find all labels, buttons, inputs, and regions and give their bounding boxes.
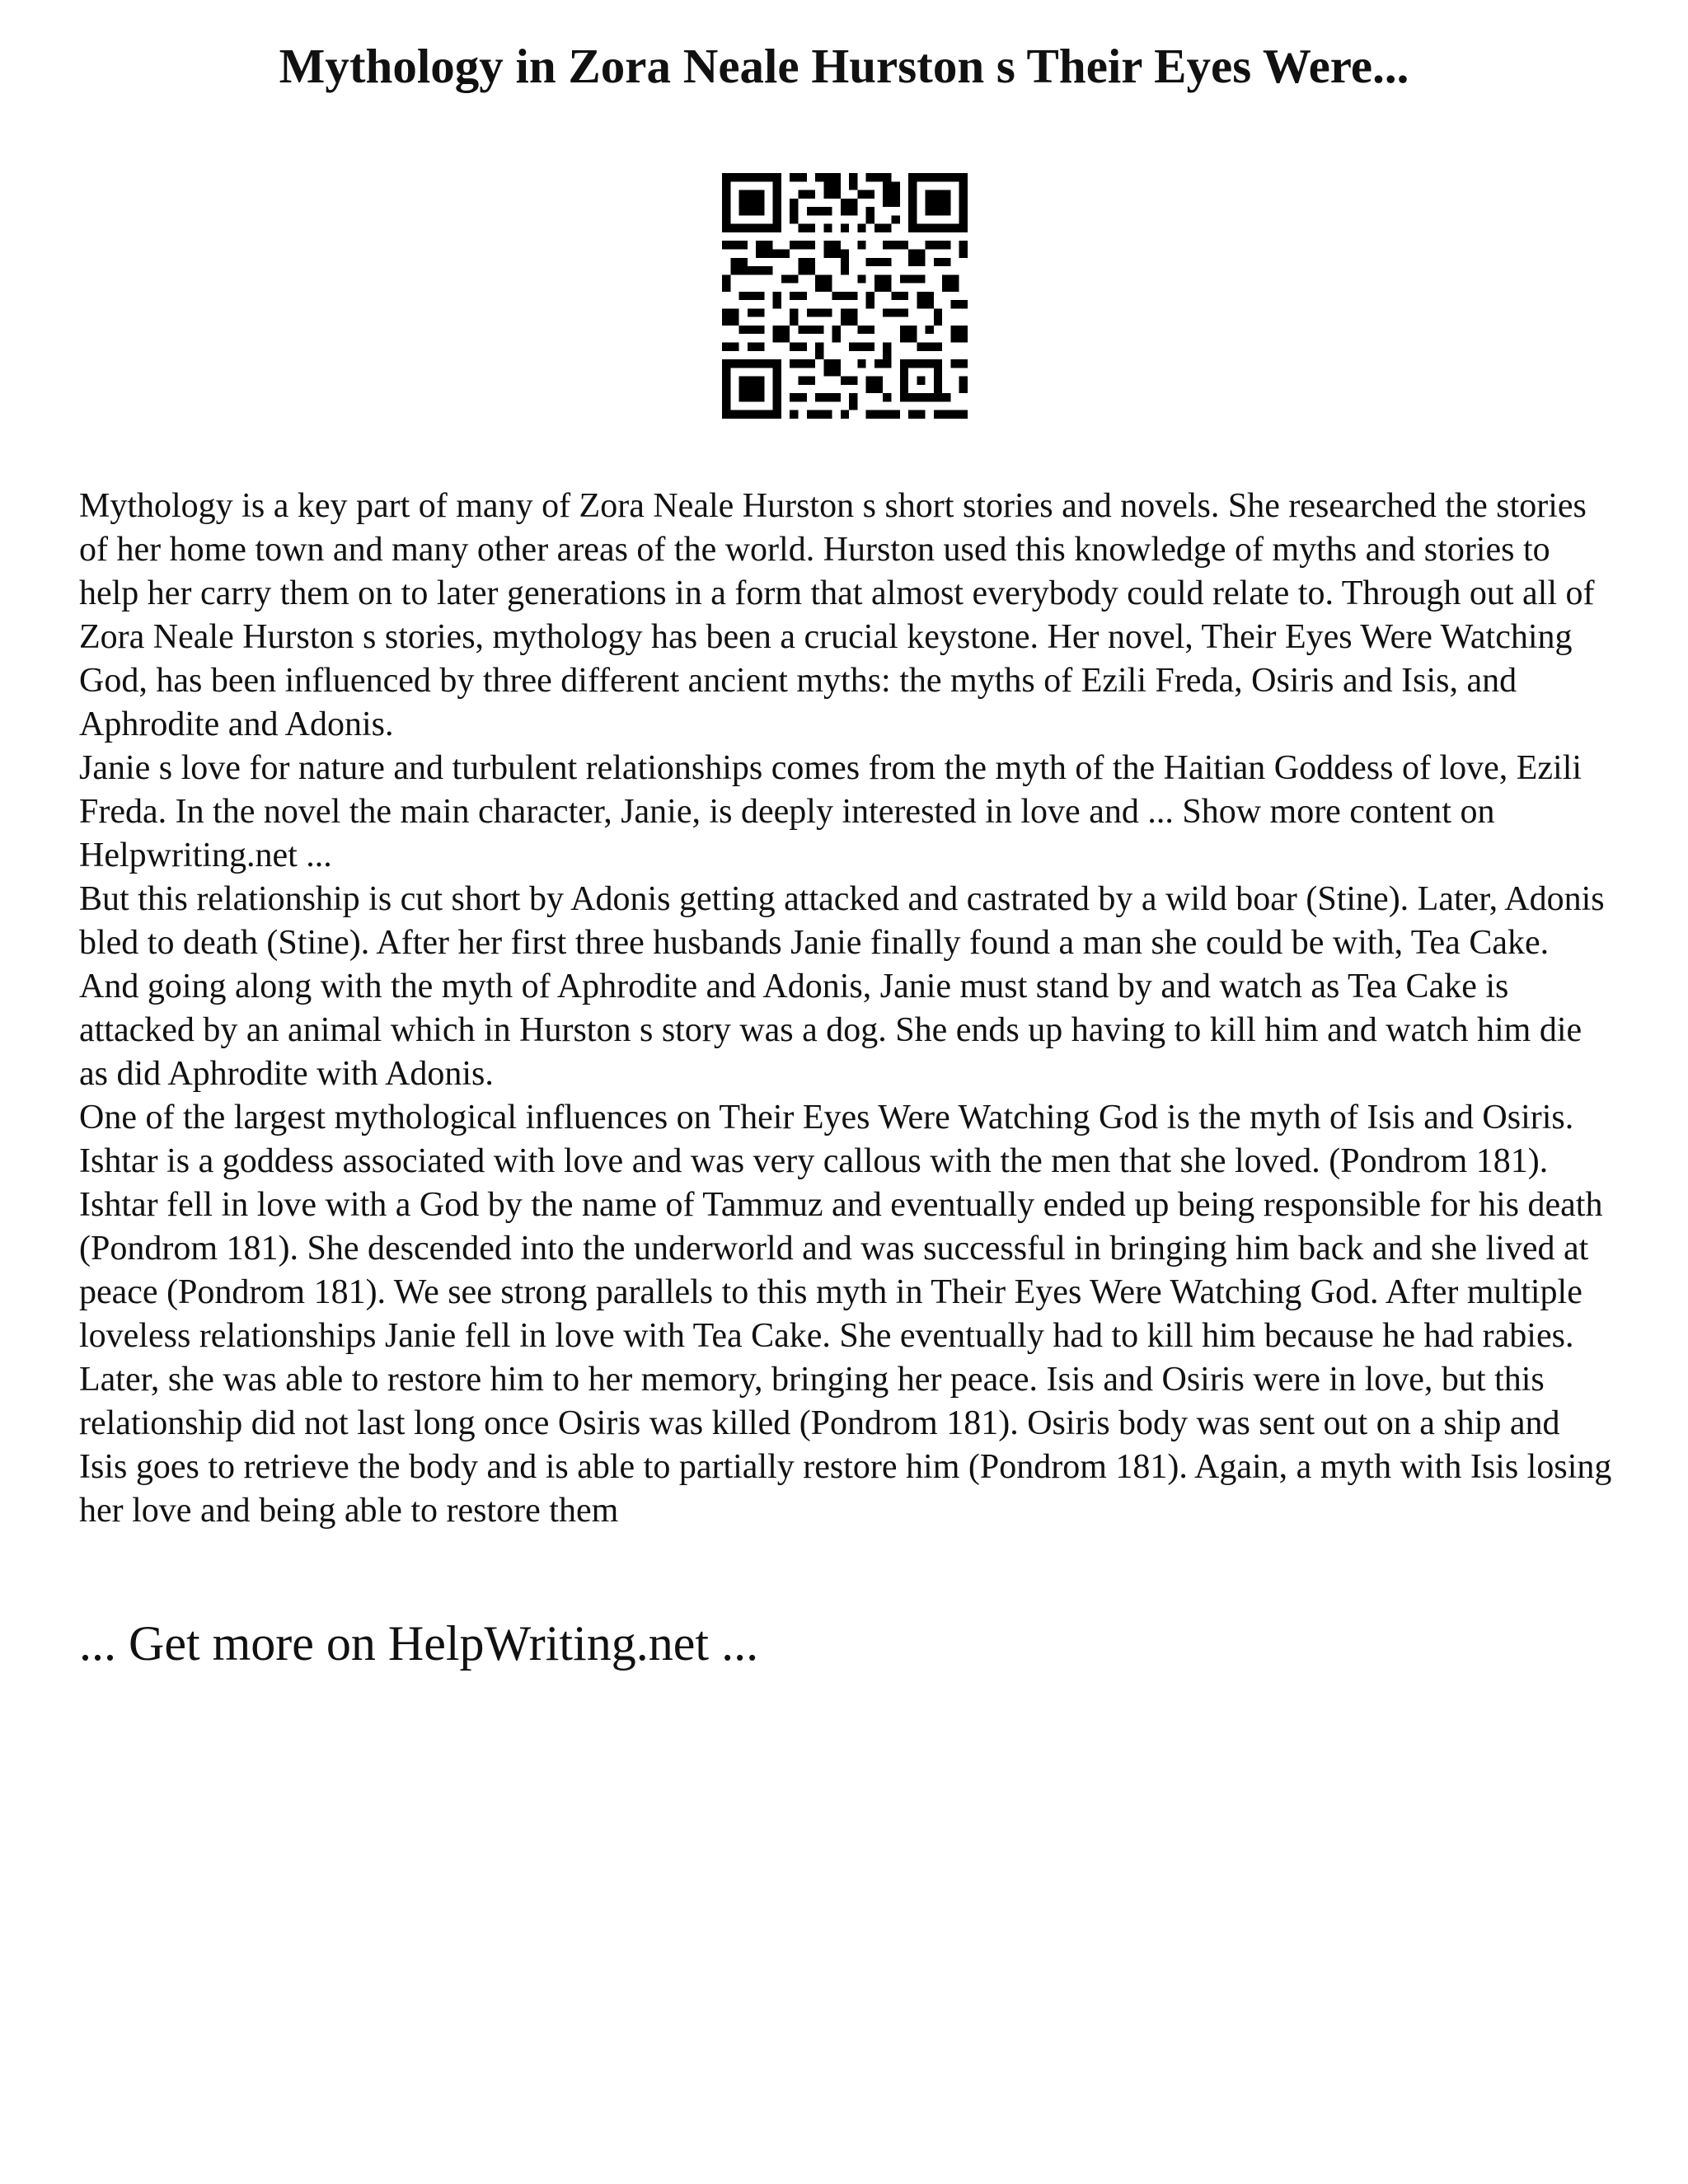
paragraph-ezili-freda: Janie s love for nature and turbulent relationships comes from the myth of the Haitian Goddess of love, Ezili Freda. In the novel the main character, Janie, is deeply interested in love and ... Show more content on Helpwriting.net ...: [79, 749, 1582, 874]
paragraph-intro: Mythology is a key part of many of Zora Neale Hurston s short stories and novels. She researched the stories of her home town and many other areas of the world. Hurston used this knowledge of myths and stories to help her carry them on to later generations in a form that almost everybody could relate to. Through out all of Zora Neale Hurston s stories, mythology has been a crucial keystone. Her novel, Their Eyes Were Watching God, has been influenced by three different ancient myths: the myths of Ezili Freda, Osiris and Isis, and Aphrodite and Adonis.: [79, 487, 1595, 743]
qr-code-icon[interactable]: [722, 173, 968, 419]
article-body: [79, 485, 1612, 1533]
document-title: Mythology in Zora Neale Hurston s Their Eyes Were...: [279, 39, 1409, 93]
qr-code-graphic: [722, 173, 968, 419]
paragraph-aphrodite-adonis: But this relationship is cut short by Adonis getting attacked and castrated by a wild boar (Stine). Later, Adonis bled to death (Stine). After her first three husbands Janie finally found a man she could be with, Tea Cake. And going along with the myth of Aphrodite and Adonis, Janie must stand by and watch as Tea Cake is attacked by an animal which in Hurston s story was a dog. She ends up having to kill him and watch him die as did Aphrodite with Adonis.: [79, 880, 1605, 1093]
get-more-link[interactable]: ... Get more on HelpWriting.net ...: [79, 1616, 759, 1671]
paragraph-isis-osiris: One of the largest mythological influences on Their Eyes Were Watching God is the myth of Isis and Osiris. Ishtar is a goddess associated with love and was very callous with the men that she loved. (Pondrom 181). Ishtar fell in love with a God by the name of Tammuz and eventually ended up being responsible for his death (Pondrom 181). She descended into the underworld and was successful in bringing him back and she lived at peace (Pondrom 181). We see strong parallels to this myth in Their Eyes Were Watching God. After multiple loveless relationships Janie fell in love with Tea Cake. She eventually had to kill him because he had rabies. Later, she was able to restore him to her memory, bringing her peace. Isis and Osiris were in love, but this relationship did not last long once Osiris was killed (Pondrom 181). Osiris body was sent out on a ship and Isis goes to retrieve the body and is able to partially restore him (Pondrom 181). Again, a myth with Isis losing her love and being able to restore them: [79, 1099, 1612, 1530]
